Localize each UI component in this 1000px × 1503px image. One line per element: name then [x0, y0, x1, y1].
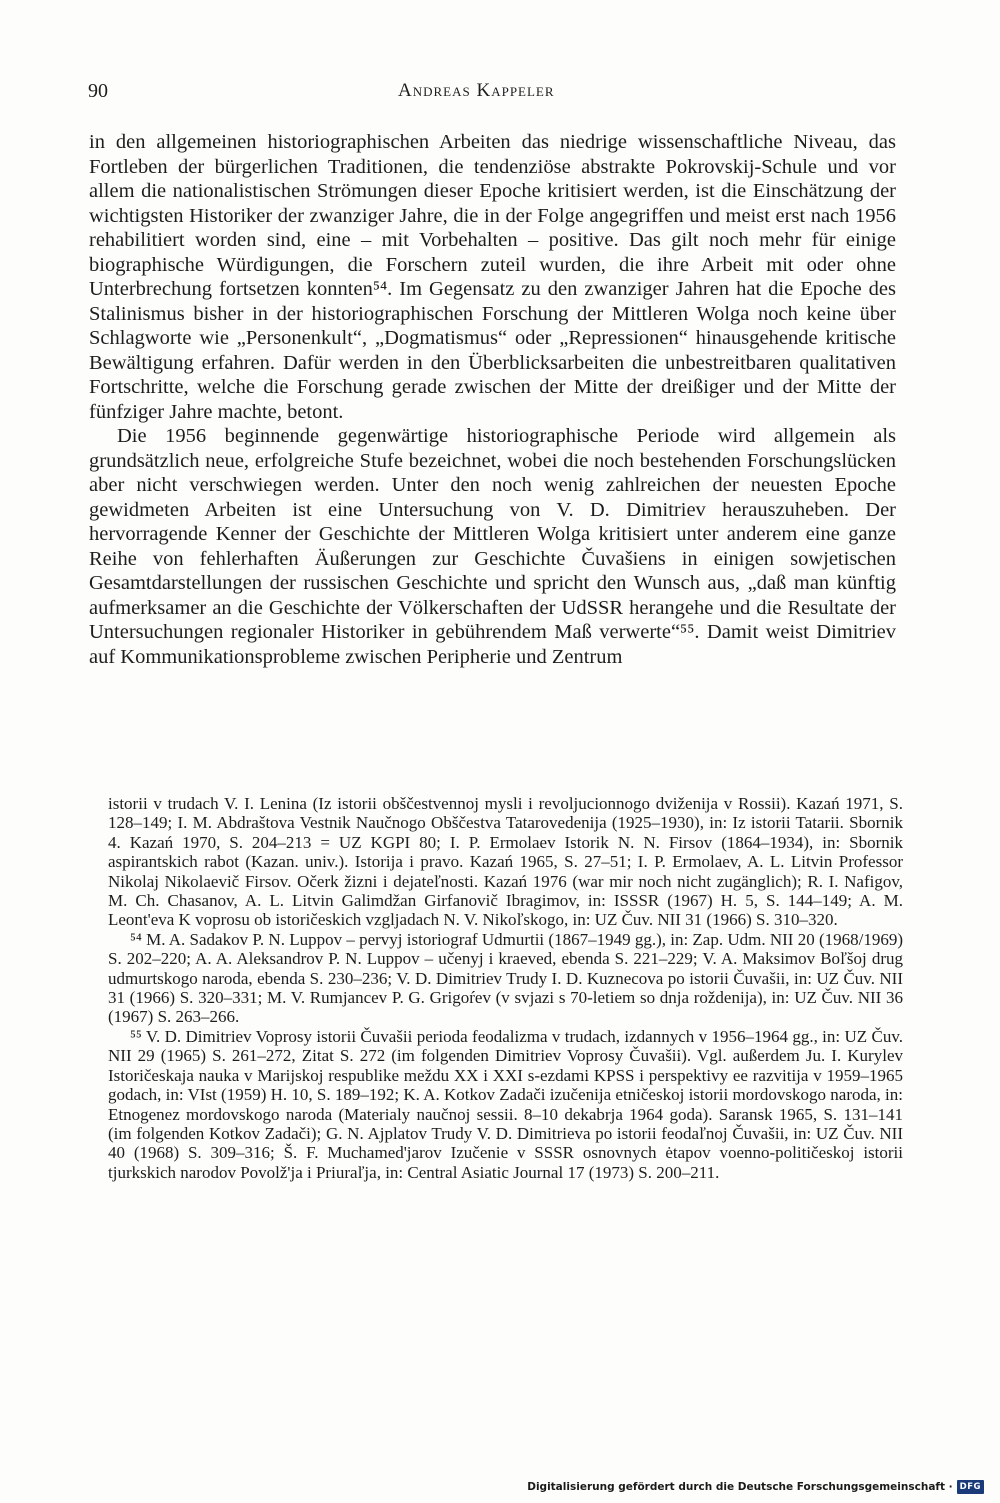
- dfg-logo: DFG: [957, 1480, 984, 1494]
- funding-note: Digitalisierung gefördert durch die Deutsche Forschungsgemeinschaft ·: [527, 1481, 953, 1493]
- footnote-55: ⁵⁵ V. D. Dimitriev Voprosy istorii Čuvašii perioda feodalizma v trudach, izdannych v 1956–1964 gg., in: UZ Čuv. NII 29 (1965) S. 261–272, Zitat S. 272 (im folgenden Dimitriev Voprosy Čuvašii). Vgl. außerdem Ju. I. Kurylev Istoričeskaja nauka v Marijskoj respublike meždu XX i XXI s-ezdami KPSS i perspektivy ee razvitija v 1959–1965 godach, in: VIst (1959) H. 10, S. 189–192; K. A. Kotkov Zadači izučenija etničeskoj istorii mordovskogo naroda, in: Etnogenez mordovskogo naroda (Materialy naučnoj sessii. 8–10 dekabrja 1964 goda). Saransk 1965, S. 131–141 (im folgenden Kotkov Zadači); G. N. Ajplatov Trudy V. D. Dimitrieva po istorii feodaľnoj Čuvašii, in: UZ Čuv. NII 40 (1968) S. 309–316; Š. F. Muchamed'jarov Izučenie v SSSR osnovnych ėtapov voenno-političeskoj istorii tjurkskich narodov Povolž'ja i Priuraľja, in: Central Asiatic Journal 17 (1973) S. 200–211.: [108, 1026, 903, 1182]
- main-text: [89, 130, 896, 669]
- footnote-continuation: istorii v trudach V. I. Lenina (Iz istorii obščestvennoj mysli i revoljucionnogo dviženija v Rossii). Kazań 1971, S. 128–149; I. M. Abdraštova Vestnik Naučnogo Obščestva Tatarovedenija (1925–1930), in: Iz istorii Tatarii. Sbornik 4. Kazań 1970, S. 204–213 = UZ KGPI 80; I. P. Ermolaev Istorik N. N. Firsov (1864–1934), in: Sbornik aspirantskich rabot (Kazan. univ.). Istorija i pravo. Kazań 1965, S. 27–51; I. P. Ermolaev, A. L. Litvin Professor Nikolaj Nikolaevič Firsov. Očerk žizni i dejateľnosti. Kazań 1976 (war mir noch nicht zugänglich); R. I. Nafigov, M. Ch. Chasanov, A. L. Litvin Galimdžan Girfanovič Ibragimov, in: ISSSR (1967) H. 5, S. 144–149; A. M. Leont'eva K voprosu ob istoričeskich vzgljadach N. V. Nikoľskogo, in: UZ Čuv. NII 31 (1966) S. 310–320.: [108, 794, 903, 930]
- running-head: Andreas Kappeler: [398, 80, 555, 101]
- body-paragraph-1: in den allgemeinen historiographischen Arbeiten das niedrige wissenschaftliche Niveau, das Fortleben der bürgerlichen Traditionen, die tendenziöse abstrakte Pokrovskij-Schule und vor allem die nationalistischen Strömungen dieser Epoche kritisiert werden, ist die Einschätzung der wichtigsten Historiker der zwanziger Jahre, die in der Folge angegriffen und meist erst nach 1956 rehabilitiert worden sind, eine – mit Vorbehalten – positive. Das gilt noch mehr für einige biographische Würdigungen, die Forschern zuteil wurden, die ihre Arbeit mit oder ohne Unterbrechung fortsetzen konnten⁵⁴. Im Gegensatz zu den zwanziger Jahren hat die Epoche des Stalinismus bisher in der historiographischen Forschung der Mittleren Wolga noch keine über Schlagworte wie „Personenkult“, „Dogmatismus“ oder „Repressionen“ hinausgehende kritische Bewältigung erfahren. Dafür werden in den Überblicksarbeiten die unbestreitbaren qualitativen Fortschritte, welche die Forschung gerade zwischen der Mitte der dreißiger und der Mitte der fünfziger Jahre machte, betont.: [89, 131, 896, 423]
- footnote-54: ⁵⁴ M. A. Sadakov P. N. Luppov – pervyj istoriograf Udmurtii (1867–1949 gg.), in: Zap. Udm. NII 20 (1968/1969) S. 202–220; A. A. Aleksandrov P. N. Luppov – učenyj i kraeved, ebenda S. 221–229; V. A. Maksimov Boľšoj drug udmurtskogo naroda, ebenda S. 230–236; V. D. Dimitriev Trudy I. D. Kuznecova po istorii Čuvašii, in: UZ Čuv. NII 31 (1966) S. 320–331; M. V. Rumjancev P. G. Grigoŕev (v svjazi s 70-letiem so dnja roždenija), in: UZ Čuv. NII 36 (1967) S. 263–266.: [108, 929, 904, 1027]
- footnotes: [108, 794, 903, 1182]
- page-number: 90: [88, 80, 108, 102]
- body-paragraph-2: Die 1956 beginnende gegenwärtige historiographische Periode wird allgemein als grundsätzlich neue, erfolgreiche Stufe bezeichnet, wobei die noch bestehenden Forschungslücken aber nicht verschwiegen werden. Unter den noch wenig zahlreichen der neuesten Epoche gewidmeten Arbeiten ist eine Untersuchung von V. D. Dimitriev herauszuheben. Der hervorragende Kenner der Geschichte der Mittleren Wolga kritisiert unter anderem eine ganze Reihe von fehlerhaften Äußerungen zur Geschichte Čuvašiens in einigen sowjetischen Gesamtdarstellungen der russischen Geschichte und spricht den Wunsch aus, „daß man künftig aufmerksamer an die Geschichte der Völkerschaften der UdSSR herangehe und die Resultate der Untersuchungen regionaler Historiker in gebührendem Maß verwerte“⁵⁵. Damit weist Dimitriev auf Kommunikationsprobleme zwischen Peripherie und Zentrum: [89, 425, 896, 668]
- funding-footer: [527, 1479, 984, 1495]
